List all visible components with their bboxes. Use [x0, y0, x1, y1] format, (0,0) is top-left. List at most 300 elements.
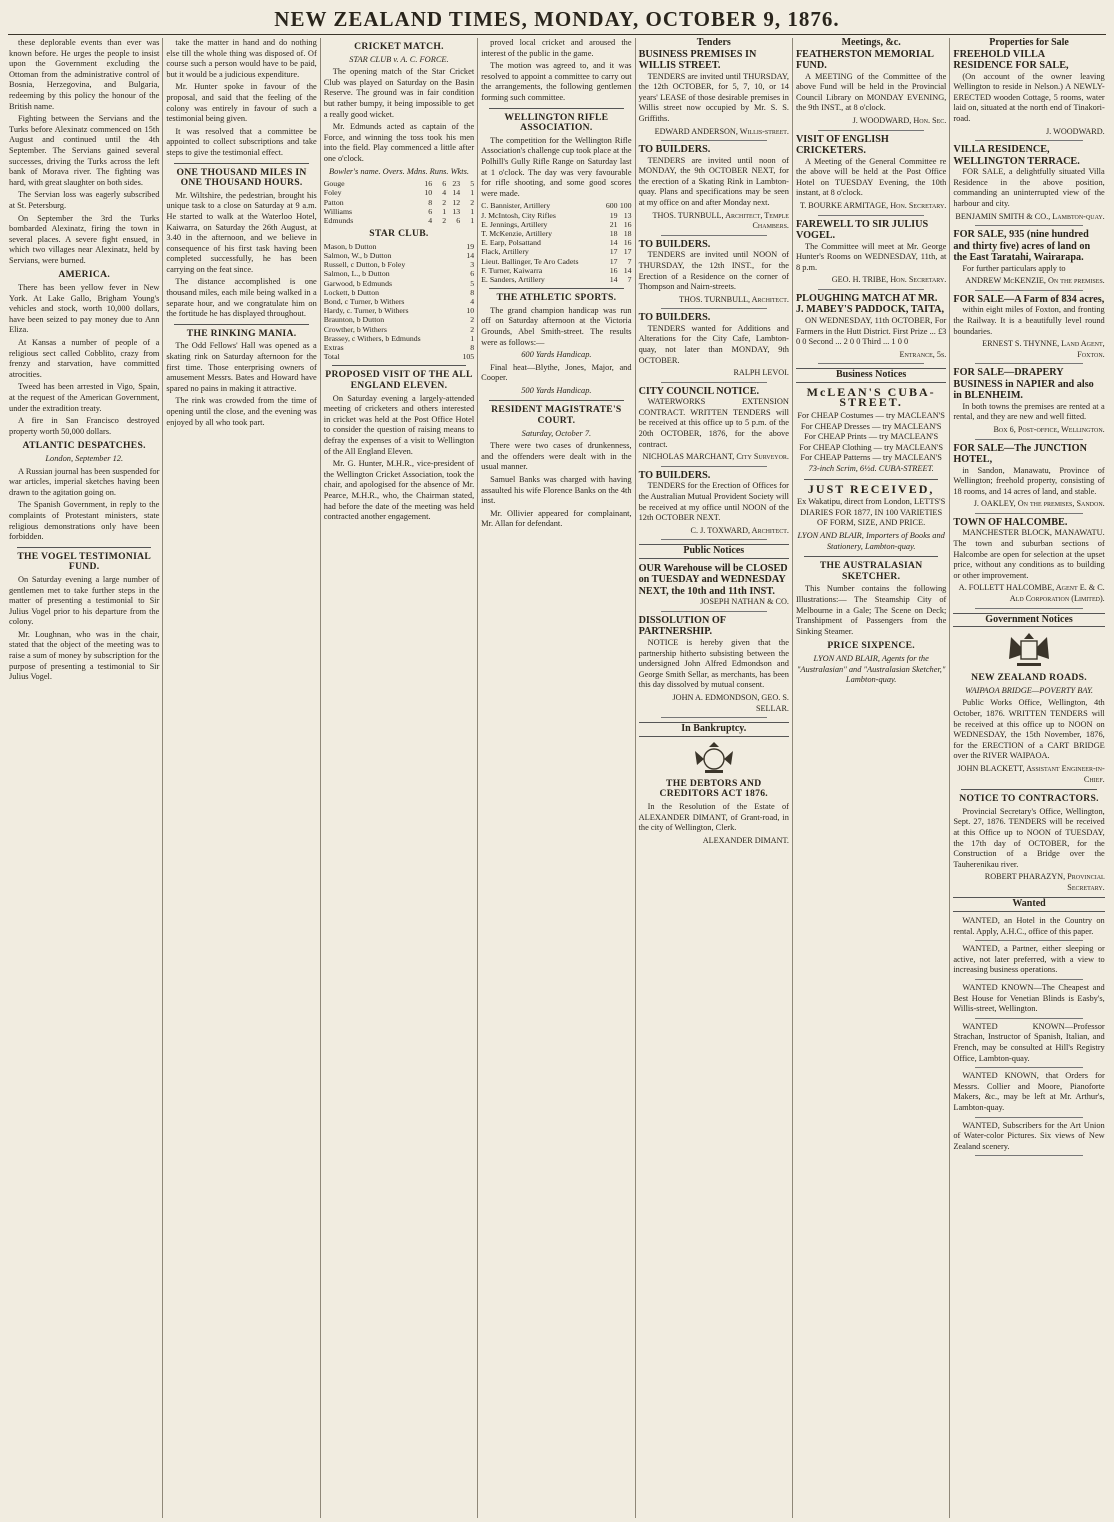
divider	[975, 363, 1082, 364]
bowling-row	[324, 198, 474, 207]
rifle-score-row	[481, 229, 631, 238]
ad-signature: BENJAMIN SMITH & CO., Lambton-quay.	[955, 211, 1105, 221]
table-cell: 16	[623, 219, 632, 229]
masthead-title: NEW ZEALAND TIMES, MONDAY, OCTOBER 9, 1876.	[274, 7, 840, 31]
table-cell: 105	[462, 352, 475, 362]
article-text: There were two cases of drunkenness, and the offenders were dealt with in the usual manner.	[481, 441, 632, 472]
divider	[661, 308, 767, 309]
table-cell: 8	[470, 287, 475, 297]
table-cell: 14	[623, 265, 632, 275]
table-cell: 1	[470, 206, 475, 216]
ad-title: BUSINESS PREMISES IN WILLIS STREET.	[638, 48, 757, 72]
category-label-properties: Properties for Sale	[989, 38, 1069, 48]
category-label-meetings: Meetings, &c.	[841, 38, 901, 48]
table-cell: 4	[428, 215, 433, 225]
dateline: London, September 12.	[45, 453, 124, 463]
table-cell: Lieut. Ballinger, Te Aro Cadets	[481, 256, 579, 266]
table-cell: 100	[619, 201, 632, 211]
table-cell: Hardy, c. Turner, b Withers	[323, 306, 409, 316]
article-text: The motion was agreed to, and it was resolved to appoint a committee to carry out the arrangements, the following gentlemen forming such committee.	[481, 61, 632, 102]
article-text: Public Works Office, Wellington, 4th October, 1876. WRITTEN TENDERS will be received at this office up to NOON on WEDNESDAY, the 15th November, 1876, for the ERECTION of a CART BRIDGE over the RIVER WAIPAOA.	[953, 698, 1105, 761]
advertisement	[953, 517, 1104, 609]
article-text: At Kansas a number of people of a religious sect called Cobblito, crazy from frenzy and starvation, have committed atrocities.	[9, 338, 160, 379]
article-text: The opening match of the Star Cricket Club was played on Saturday on the Basin Reserve. The ground was in fair condition but rather bumpy, it being impossible to get a really good wicket.	[323, 67, 475, 119]
wanted-ad: WANTED KNOWN—Professor Strachan, Instructor of Spanish, Italian, and French, may be consulted at Hill's Registry Office, Lambton-quay.	[953, 1021, 1105, 1063]
ad-title: VILLA RESIDENCE, WELLINGTON TERRACE.	[953, 144, 1080, 167]
royal-crest-icon	[691, 741, 737, 775]
category-label-government: Government Notices	[953, 613, 1104, 628]
table-cell: 6	[456, 215, 461, 225]
category-label-wanted: Wanted	[953, 897, 1104, 912]
table-cell: Garwood, b Edmunds	[323, 278, 392, 288]
ad-title: VISIT OF ENGLISH CRICKETERS.	[795, 133, 889, 157]
divider	[975, 979, 1082, 980]
article-text: Mr. Ollivier appeared for complainant, Mr. Allan for defendant.	[481, 508, 632, 529]
article-text: The Servian loss was eagerly subscribed at St. Petersburg.	[9, 190, 160, 210]
table-cell: Lockett, b Dutton	[323, 287, 379, 297]
article-text: proved local cricket and aroused the interest of the public in the game.	[481, 38, 632, 58]
advertisement	[639, 615, 789, 718]
divider	[975, 940, 1082, 941]
section-heading-cricket: CRICKET MATCH.	[354, 41, 444, 52]
wanted-ad: WANTED KNOWN—The Cheapest and Best House for Venetian Blinds is Easby's, Willis-street, Wellington.	[953, 983, 1105, 1014]
divider	[332, 365, 466, 366]
table-cell: 12	[452, 197, 461, 207]
maclean-line: For CHEAP Clothing — try MACLEAN'S	[799, 442, 944, 452]
section-heading-rifle: WELLINGTON RIFLE ASSOCIATION.	[504, 111, 609, 134]
ad-body: A Meeting of the General Committee re the above will be held at the Post Office Hotel on TUESDAY Evening, the 10th instant, at 8 o'clock.	[795, 156, 947, 198]
table-cell: 18	[609, 228, 618, 238]
table-cell: E. Sanders, Artillery	[481, 274, 545, 284]
section-heading-america: AMERICA.	[58, 269, 111, 281]
category-label-tenders: Tenders	[696, 38, 731, 48]
ad-body: TENDERS are invited until THURSDAY, the 12th OCTOBER, for 5, 7, 10, or 14 years' LEASE of those desirable premises in Willis street now occupied by Mr. S. S. Griffiths.	[638, 71, 789, 123]
section-heading-sports: THE ATHLETIC SPORTS.	[496, 292, 617, 304]
table-cell: J. McIntosh, City Rifles	[481, 210, 556, 220]
table-cell: 5	[470, 179, 475, 189]
table-cell: 2	[470, 315, 475, 325]
article-text: Mr. Loughnan, who was in the chair, stated that the object of the meeting was to raise a sum of money by subscription for the purpose of presenting a testimonial to Sir Julius Vogel.	[9, 629, 160, 682]
section-heading-court: RESIDENT MAGISTRATE'S COURT.	[491, 404, 622, 427]
sketcher-price: PRICE SIXPENCE.	[827, 640, 915, 652]
table-cell: 17	[623, 247, 632, 257]
divider	[804, 556, 938, 557]
article-text: Tweed has been arrested in Vigo, Spain, at the request of the American Government, under the extradition treaty.	[9, 382, 160, 413]
ad-signature: J. WOODWARD, Hon. Sec.	[852, 115, 947, 125]
wanted-ad: WANTED, a Partner, either sleeping or active, not later preferred, with a view to increasing business operations.	[953, 944, 1105, 975]
section-heading-rink: THE RINKING MANIA.	[186, 327, 297, 339]
bankruptcy-heading: THE DEBTORS AND CREDITORS ACT 1876.	[659, 777, 769, 800]
ad-signature: ANDREW McKENZIE, On the premises.	[965, 276, 1105, 286]
ad-title: FOR SALE, 935 (nine hundred and thirty five) acres of land on the East Taratahi, Wairarapa.	[953, 229, 1091, 264]
table-cell: 2	[470, 324, 475, 334]
article-text: Provincial Secretary's Office, Wellington, Sept. 27, 1876. TENDERS will be received at this Office up to NOON of TUESDAY, the 17th day of OCTOBER, for the Construction of a Bridge over the Tauherenikau river.	[953, 806, 1105, 869]
table-cell: 7	[627, 274, 632, 284]
column-1	[6, 38, 163, 1518]
table-cell: Salmon, L., b Dutton	[323, 269, 390, 279]
star-club-heading: STAR CLUB.	[369, 228, 429, 240]
divider	[961, 789, 1096, 790]
article-text: these deplorable events than ever was known before. He urges the people to insist upon the Government excluding the Ottoman from the administrative control of Bosnia, Herzegovina, and Bulgaria, redeeming by this policy the honour of the British name.	[9, 38, 160, 111]
table-cell: 1	[470, 333, 475, 343]
table-cell: 16	[609, 265, 618, 275]
article-text: A fire in San Francisco destroyed property worth 50,000 dollars.	[9, 416, 160, 436]
ad-signature: Entrance, 5s.	[899, 349, 947, 359]
divider	[661, 717, 767, 718]
table-cell: 1	[442, 206, 447, 216]
article-text: Mr. Edmunds acted as captain of the Force, and winning the toss took his men into the field. Play commenced a little after one o'clock.	[323, 122, 475, 163]
advertisement	[953, 49, 1104, 142]
rifle-scores-table	[481, 201, 631, 284]
divider	[975, 608, 1082, 609]
divider	[661, 140, 767, 141]
divider	[174, 163, 308, 164]
advertisement	[639, 386, 789, 467]
table-cell: 1	[470, 215, 475, 225]
scorecard-row	[324, 325, 474, 334]
ad-body: TENDERS are invited until noon of MONDAY, the 9th OCTOBER NEXT, for the erection of a Skating Rink in Lambton-quay. Plans and specifications may be seen at my office on and after Monday next.	[638, 155, 789, 208]
rifle-score-row	[481, 238, 631, 247]
table-cell: 6	[428, 206, 433, 216]
section-heading-visit: PROPOSED VISIT OF THE ALL ENGLAND ELEVEN.	[325, 369, 473, 391]
wanted-ad: WANTED, an Hotel in the Country on rental. Apply, A.H.C., office of this paper.	[953, 916, 1105, 936]
table-cell: Crowther, b Withers	[323, 324, 387, 334]
ad-body: A MEETING of the Committee of the above Fund will be held in the Provincial Council Library on MONDAY EVENING, the 9th INST., at 8 o'clock.	[795, 71, 947, 113]
article-text: It was resolved that a committee be appointed to collect subscriptions and take steps to give the testimonial effect.	[166, 126, 317, 157]
columns	[6, 38, 1108, 1518]
article-text: Mr. G. Hunter, M.H.R., vice-president of the Wellington Cricket Association, took the chair, and apologised for the absence of Mr. Pearce, M.H.R., who, the Chairman stated, had before the date of the meeting was held contracted another engagement.	[323, 459, 475, 522]
advertisement	[639, 563, 789, 612]
column-6	[793, 38, 950, 1518]
article-text: In the Resolution of the Estate of ALEXANDER DIMANT, of Grant-road, in the city of Wellington, Clerk.	[638, 801, 789, 833]
table-cell: 2	[442, 215, 447, 225]
table-cell: T. McKenzie, Artillery	[481, 228, 553, 238]
ad-signature: A. FOLLETT HALCOMBE, Agent E. & C. Ald Corporation (Limited).	[958, 583, 1105, 603]
divider	[661, 382, 767, 383]
maclean-line: For CHEAP Patterns — try MACLEAN'S	[800, 453, 942, 463]
table-cell: 2	[442, 197, 447, 207]
advertisement	[953, 144, 1104, 226]
table-cell: Flack, Artillery	[481, 247, 529, 257]
ad-signature: NICHOLAS MARCHANT, City Surveyor.	[642, 452, 789, 462]
ad-title: FEATHERSTON MEMORIAL FUND.	[795, 48, 934, 72]
divider	[975, 290, 1082, 291]
table-cell: 7	[627, 256, 632, 266]
bowling-row	[324, 216, 474, 225]
wanted-ad: WANTED KNOWN, that Orders for Messrs. Collier and Moore, Pianoforte Makers, &c., may be left at Mr. Arthur's, Lambton-quay.	[953, 1071, 1105, 1112]
table-cell: 16	[424, 179, 433, 189]
divider	[17, 547, 151, 548]
table-cell: 8	[428, 197, 433, 207]
divider	[489, 400, 623, 401]
ad-title: DISSOLUTION OF PARTNERSHIP.	[638, 614, 726, 638]
advertisement	[639, 312, 789, 382]
table-cell: 19	[466, 241, 475, 251]
article-text: The rink was crowded from the time of opening until the close, and the evening was enjoyed by all who took part.	[166, 396, 317, 427]
scorecard-row	[324, 288, 474, 297]
ad-signature: T. BOURKE ARMITAGE, Hon. Secretary.	[799, 200, 947, 210]
table-cell: 6	[470, 269, 475, 279]
table-cell: Foley	[323, 188, 342, 198]
article-text: There has been yellow fever in New York. At Lake Gallo, Brigham Young's vehicles and stock, worth 10,000 dollars, have been seized to pay money due to Ann Eliza.	[9, 283, 160, 335]
ad-signature: C. J. TOXWARD, Architect.	[690, 525, 789, 535]
ad-body: NOTICE is hereby given that the partnership hitherto subsisting between the undersigned John Alfred Edmondson and George Smith Sellar, as merchants, has been this day dissolved by mutual consent.	[638, 637, 789, 690]
ad-body: TENDERS for the Erection of Offices for the Australian Mutual Provident Society will be received at my office until NOON of the 12th OCTOBER NEXT.	[638, 481, 789, 523]
ad-signature: THOS. TURNBULL, Architect.	[679, 294, 789, 304]
advertisement	[953, 443, 1104, 514]
table-cell: E. Earp, Polsattand	[481, 238, 541, 248]
divider	[174, 324, 308, 325]
rifle-score-row	[481, 266, 631, 275]
table-cell: 13	[623, 210, 632, 220]
rifle-score-row	[481, 275, 631, 284]
bowling-row	[324, 179, 474, 188]
divider	[818, 130, 924, 131]
contract-heading: NOTICE TO CONTRACTORS.	[959, 793, 1099, 805]
scorecard-row	[324, 343, 474, 352]
divider	[975, 513, 1082, 514]
ad-signature: THOS. TURNBULL, Architect, Temple Chambers.	[652, 210, 789, 231]
ad-signature: JOHN BLACKETT, Assistant Engineer-in-Chief.	[957, 763, 1105, 784]
ad-signature: ERNEST S. THYNNE, Land Agent, Foxton.	[982, 339, 1105, 359]
scorecard-row	[324, 352, 474, 361]
table-cell: 17	[609, 247, 618, 257]
table-cell: Total	[323, 352, 340, 362]
divider	[818, 215, 924, 216]
table-cell: 14	[452, 188, 461, 198]
ad-title: TO BUILDERS.	[638, 238, 711, 250]
match-subtitle: STAR CLUB v. A. C. FORCE.	[349, 54, 449, 64]
table-cell: 10	[424, 188, 433, 198]
scorecard-row	[324, 306, 474, 315]
table-cell: 6	[442, 179, 447, 189]
article-text: On September the 3rd the Turks bombarded Alexinatz, firing the town in several places. A severe fight ensued, in which two villages near Alexinatz, held by Servians, were burned.	[9, 213, 160, 265]
roads-subheading: WAIPAOA BRIDGE—POVERTY BAY.	[965, 685, 1093, 695]
table-cell: F. Turner, Kaiwarra	[481, 265, 543, 275]
ad-title: TO BUILDERS.	[638, 144, 711, 156]
ad-title: TO BUILDERS.	[638, 469, 711, 481]
table-cell: 1	[470, 188, 475, 198]
ad-body: in Sandon, Manawatu, Province of Wellington; freehold property, consisting of 18 rooms, and 14 acres of land, and stable.	[953, 465, 1105, 496]
table-cell: 8	[470, 342, 475, 352]
sketcher-heading: THE AUSTRALASIAN SKETCHER.	[819, 560, 923, 582]
table-cell: C. Bannister, Artillery	[481, 201, 551, 211]
ad-title: OUR Warehouse will be CLOSED on TUESDAY and WEDNESDAY NEXT, the 10th and 11th INST.	[638, 562, 788, 597]
event-title: 500 Yards Handicap.	[521, 385, 592, 395]
divider	[804, 479, 938, 480]
event-title: 600 Yards Handicap.	[521, 350, 592, 360]
table-cell: Salmon, W., b Dutton	[323, 250, 392, 260]
ad-title: FOR SALE—A Farm of 834 acres,	[953, 293, 1105, 305]
table-cell: 13	[452, 206, 461, 216]
divider	[489, 108, 623, 109]
table-cell: Russell, c Dutton, b Foley	[323, 260, 406, 270]
scorecard-row	[324, 297, 474, 306]
ad-title: FOR SALE—DRAPERY BUSINESS in NAPIER and also in BLENHEIM.	[953, 367, 1094, 402]
table-cell: Brassey, c Withers, b Edmunds	[323, 333, 421, 343]
scorecard-row	[324, 315, 474, 324]
category-label-business: Business Notices	[796, 368, 946, 383]
rifle-score-row	[481, 211, 631, 220]
scorecard-table	[324, 242, 474, 362]
table-cell: 14	[609, 274, 618, 284]
advertisement	[796, 49, 946, 131]
maclean-heading: McLEAN'S CUBA-STREET.	[806, 384, 936, 410]
section-heading-vogel: THE VOGEL TESTIMONIAL FUND.	[17, 550, 152, 573]
ad-body: FOR SALE, a delightfully situated Villa Residence in the above position, commanding an uninterrupted view of the harbour and city.	[953, 167, 1105, 208]
ad-title: FOR SALE—The JUNCTION HOTEL,	[953, 442, 1087, 466]
ad-body: TENDERS are invited until NOON of THURSDAY, the 12th INST., for the Erection of a Residence on the corner of Thompson and Nairn-streets.	[638, 250, 789, 292]
table-cell: Extras	[323, 342, 344, 352]
diary-heading: JUST RECEIVED,	[807, 481, 935, 496]
divider	[818, 363, 924, 364]
ad-body: For further particulars apply to	[962, 263, 1066, 273]
advertisement	[953, 229, 1104, 291]
section-heading-miles: ONE THOUSAND MILES IN ONE THOUSAND HOURS.	[176, 166, 307, 189]
scorecard-row	[324, 260, 474, 269]
bowling-header: Bowler's name. Overs. Mdns. Runs. Wkts.	[328, 166, 469, 176]
ad-signature: RALPH LEVOI.	[733, 368, 789, 378]
article-text: A Russian journal has been suspended for war articles, imperial sketches having been drawn to the agitation going on.	[9, 466, 160, 497]
article-text: Mr. Hunter spoke in favour of the proposal, and said that the feeling of the colony was entirely in favour of such a testimonial being given.	[166, 82, 317, 124]
category-label-public: Public Notices	[639, 544, 789, 559]
table-cell: 16	[623, 238, 632, 248]
ad-signature: J. OAKLEY, On the premises, Sandon.	[973, 499, 1105, 509]
ad-body: within eight miles of Foxton, and fronting the Railway. It is a beautifully level round boundaries.	[953, 305, 1105, 336]
category-label-bankruptcy: In Bankruptcy.	[639, 722, 789, 737]
divider	[661, 611, 767, 612]
maclean-footer: 73-inch Scrim, 6½d. CUBA-STREET.	[808, 464, 934, 474]
ad-signature: J. WOODWARD.	[1045, 126, 1105, 136]
table-cell: 17	[609, 256, 618, 266]
divider	[975, 1155, 1082, 1156]
table-cell: Mason, b Dutton	[323, 241, 377, 251]
divider	[975, 1117, 1082, 1118]
scorecard-row	[324, 334, 474, 343]
advertisement	[796, 293, 946, 364]
maclean-line: For CHEAP Prints — try MACLEAN'S	[804, 432, 939, 442]
ad-body: (On account of the owner leaving Wellington to reside in Nelson.) A NEWLY-ERECTED wooden Cottage, 5 rooms, water laid on, situated at the north end of Tinakori-road.	[953, 71, 1105, 123]
ad-title: CITY COUNCIL NOTICE.	[638, 385, 760, 397]
column-4	[478, 38, 635, 1518]
table-cell: E. Jennings, Artillery	[481, 219, 548, 229]
table-cell: 5	[470, 278, 475, 288]
ad-signature: GEO. H. TRIBE, Hon. Secretary.	[831, 275, 947, 285]
table-cell: 23	[452, 179, 461, 189]
ad-signature: JOHN A. EDMONDSON, GEO. S. SELLAR.	[672, 692, 789, 713]
divider	[661, 539, 767, 540]
ad-title: PLOUGHING MATCH AT MR. J. MABEY'S PADDOCK, TAITA,	[795, 292, 945, 316]
advertisement	[639, 239, 789, 309]
article-text: The distance accomplished is one thousand miles, each mile being walked in a separate hour, and we congratulate him on the fortitude he has displayed throughout.	[166, 277, 317, 319]
ad-body: In both towns the premises are rented at a rental, and they are new and well fitted.	[953, 401, 1105, 422]
roads-heading: NEW ZEALAND ROADS.	[971, 672, 1087, 684]
ad-signature: ROBERT PHARAZYN, Provincial Secretary.	[984, 872, 1105, 892]
table-cell: 4	[470, 296, 475, 306]
ad-signature: JOSEPH NATHAN & CO.	[700, 597, 789, 607]
diary-signature: LYON AND BLAIR, Importers of Books and Stationery, Lambton-quay.	[797, 531, 945, 551]
divider	[975, 225, 1082, 226]
divider	[975, 140, 1082, 141]
ad-title: FREEHOLD VILLA RESIDENCE FOR SALE,	[953, 48, 1069, 72]
table-cell: 19	[609, 210, 618, 220]
column-7	[950, 38, 1107, 1518]
maclean-line: For CHEAP Dresses — try MACLEAN'S	[800, 421, 942, 431]
rifle-score-row	[481, 247, 631, 256]
rifle-score-row	[481, 257, 631, 266]
maclean-line: For CHEAP Costumes — try MACLEAN'S	[797, 411, 945, 421]
divider	[975, 1018, 1082, 1019]
scorecard-row	[324, 279, 474, 288]
rifle-score-row	[481, 220, 631, 229]
dateline: Saturday, October 7.	[521, 428, 592, 438]
article-text: Fighting between the Servians and the Turks before Alexinatz commenced on 15th August and continued until the 4th September. The Servians gained several successes, driving the Turks across the left bank of Morava river. The fighting was hard, with great slaughter on both sides.	[9, 114, 160, 187]
article-text: The competition for the Wellington Rifle Association's challenge cup took place at the Polhill's Gully Rifle Range on Saturday last at 1 o'clock. The day was very favourable for rifle shooting, and some good scores were made.	[481, 135, 632, 198]
table-cell: 21	[609, 219, 618, 229]
bowling-table	[324, 179, 474, 225]
wanted-ad: WANTED, Subscribers for the Art Union of Water-color Pictures. Six views of New Zealand scenery.	[953, 1120, 1105, 1151]
ad-title: TO BUILDERS.	[638, 312, 711, 324]
column-3	[321, 38, 478, 1518]
ad-title: FAREWELL TO SIR JULIUS VOGEL.	[795, 218, 929, 242]
table-cell: Bond, c Turner, b Withers	[323, 296, 405, 306]
section-heading-atlantic: ATLANTIC DESPATCHES.	[22, 440, 146, 452]
divider	[818, 289, 924, 290]
bowling-row	[324, 188, 474, 197]
article-text: Mr. Wiltshire, the pedestrian, brought his unique task to a close on Saturday at 9 a.m. He started to walk at the Waterloo Hotel, Kaiwarra, on Saturday the 26th August, at 3.40 in the afternoon, and we believe in consequence of his first task having been completed successfully, he has been carrying on the feat since.	[166, 190, 317, 274]
column-5	[636, 38, 793, 1518]
royal-crest-icon	[1003, 631, 1055, 669]
ad-body: WATERWORKS EXTENSION CONTRACT. WRITTEN TENDERS will be received at this office up to 5 p.m. of the 20th OCTOBER, 1876, for the above contract.	[638, 397, 789, 449]
diary-text: Ex Wakatipu, direct from London, LETTS'S DIARIES FOR 1877, IN 100 VARIETIES OF FORM, SIZE, AND PRICE.	[796, 497, 946, 528]
divider	[661, 466, 767, 467]
table-cell: Williams	[323, 206, 353, 216]
article-text: On Saturday evening a large number of gentlemen met to take further steps in the matter of presenting a testimonial to Sir Julius Vogel prior to his departure from the colony.	[9, 574, 160, 627]
table-cell: 4	[442, 188, 447, 198]
ad-body: TENDERS wanted for Additions and Alterations for the City Cafe, Lambton-quay, not later than MONDAY, 9th OCTOBER.	[638, 323, 789, 365]
scorecard-row	[324, 269, 474, 278]
article-text: The Spanish Government, in reply to the complaints of Protestant ministers, state religious demonstrations only have been forbidden.	[9, 500, 160, 542]
table-cell: Braunton, b Dutton	[323, 315, 385, 325]
article-text: The grand champion handicap was run off on Saturday afternoon at the Victoria Grounds, Abel Smith-street. The results were as follows:—	[481, 305, 632, 347]
scorecard-row	[324, 251, 474, 260]
ad-signature: Box 6, Post-office, Wellington.	[993, 424, 1105, 434]
advertisement	[639, 49, 789, 142]
ad-title: TOWN OF HALCOMBE.	[953, 516, 1068, 528]
column-2	[163, 38, 320, 1518]
ad-signature: ALEXANDER DIMANT.	[702, 835, 789, 845]
divider	[975, 1067, 1082, 1068]
rifle-score-row	[481, 201, 631, 210]
table-cell: Edmunds	[323, 215, 354, 225]
table-cell: 14	[609, 238, 618, 248]
ad-body: MANCHESTER BLOCK, MANAWATU. The town and suburban sections of Halcombe are open for selection at the upset price, without any conditions as to building or other improvement.	[953, 528, 1105, 580]
ad-body: The Committee will meet at Mr. George Hunter's Rooms on WEDNESDAY, 11th, at 8 p.m.	[795, 241, 947, 272]
article-text: Samuel Banks was charged with having assaulted his wife Florence Banks on the 4th inst.	[481, 475, 632, 506]
divider	[975, 439, 1082, 440]
divider	[661, 235, 767, 236]
table-cell: 10	[466, 306, 475, 316]
bowling-row	[324, 207, 474, 216]
article-text: take the matter in hand and do nothing else till the whole thing was disposed of. Of course such a person would have to be paid, but it would be a judicious expenditure.	[166, 38, 317, 79]
table-cell: 2	[470, 197, 475, 207]
advertisement	[796, 134, 946, 216]
advertisement	[639, 144, 789, 236]
advertisement	[796, 219, 946, 290]
article-text: This Number contains the following Illustrations:— The Steamship City of Melbourne in a Gale; The Scene on Deck; Transhipment of Passengers from the Sinking Steamer.	[795, 584, 947, 636]
article-text: On Saturday evening a largely-attended meeting of cricketers and others interested in cricket was held at the Post Office Hotel to consider the question of raising means to defray the expenses of a visit to Wellington of the All England Eleven.	[323, 393, 475, 456]
table-cell: 14	[466, 250, 475, 260]
